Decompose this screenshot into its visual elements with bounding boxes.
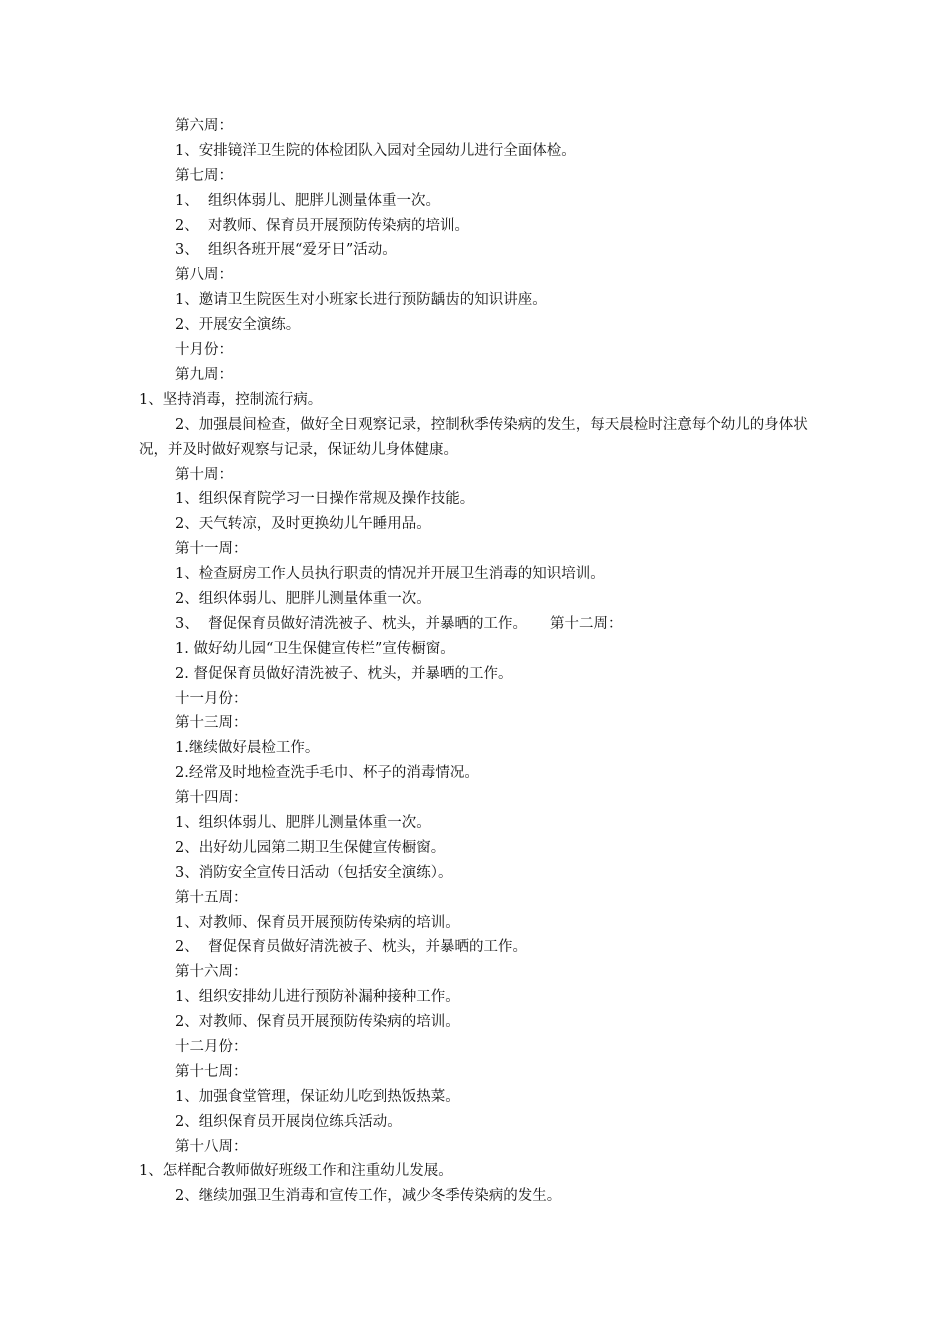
text-line: 十二月份： <box>175 1038 248 1055</box>
text-line: 1、安排镜洋卫生院的体检团队入园对全园幼儿进行全面体检。 <box>175 142 576 159</box>
text-line: 2、组织体弱儿、肥胖儿测量体重一次。 <box>175 590 431 607</box>
text-line: 2、组织保育员开展岗位练兵活动。 <box>175 1113 402 1130</box>
text-line: 十月份： <box>175 342 233 359</box>
text-line: 第十三周： <box>175 715 248 732</box>
text-line: 2、开展安全演练。 <box>175 317 301 334</box>
document-body <box>139 114 819 1209</box>
text-line: 第七周： <box>175 167 233 184</box>
text-line: 第六周： <box>175 118 233 134</box>
text-line: 2、天气转凉，及时更换幼儿午睡用品。 <box>175 516 431 533</box>
text-line: 1、检查厨房工作人员执行职责的情况并开展卫生消毒的知识培训。 <box>175 566 605 583</box>
text-line: 3、 督促保育员做好清洗被子、枕头，并暴晒的工作。 第十二周： <box>175 615 623 632</box>
text-line: 2、加强晨间检查，做好全日观察记录，控制秋季传染病的发生，每天晨检时注意每个幼儿的身体状况，并及时做好观察与记录，保证幼儿身体健康。 <box>139 416 808 458</box>
text-line: 3、消防安全宣传日活动（包括安全演练）。 <box>175 864 453 881</box>
text-line: 1. 做好幼儿园“卫生保健宣传栏”宣传橱窗。 <box>175 640 455 657</box>
text-line: 1、组织保育院学习一日操作常规及操作技能。 <box>175 491 475 508</box>
text-line: 第十六周： <box>175 964 248 981</box>
text-line: 3、 组织各班开展“爱牙日”活动。 <box>175 242 397 259</box>
text-line: 2. 督促保育员做好清洗被子、枕头，并暴晒的工作。 <box>175 665 513 682</box>
text-line: 2、出好幼儿园第二期卫生保健宣传橱窗。 <box>175 839 446 856</box>
text-line: 2、对教师、保育员开展预防传染病的培训。 <box>175 1014 460 1031</box>
text-line: 1、邀请卫生院医生对小班家长进行预防龋齿的知识讲座。 <box>175 292 547 309</box>
text-line: 1、 组织体弱儿、肥胖儿测量体重一次。 <box>175 192 440 209</box>
text-line: 2、 督促保育员做好清洗被子、枕头，并暴晒的工作。 <box>175 939 527 956</box>
text-line: 第十周： <box>175 466 233 483</box>
text-line: 2、继续加强卫生消毒和宣传工作，减少冬季传染病的发生。 <box>175 1188 562 1205</box>
text-line: 1、加强食堂管理，保证幼儿吃到热饭热菜。 <box>175 1088 460 1105</box>
text-line: 第十一周： <box>175 541 248 558</box>
text-line: 第十四周： <box>175 790 248 807</box>
text-line: 2.经常及时地检查洗手毛巾、杯子的消毒情况。 <box>175 765 479 782</box>
text-line: 1、坚持消毒，控制流行病。 <box>139 391 323 408</box>
text-line: 2、 对教师、保育员开展预防传染病的培训。 <box>175 217 469 234</box>
text-line: 1、怎样配合教师做好班级工作和注重幼儿发展。 <box>139 1163 453 1180</box>
text-line: 第八周： <box>175 267 233 284</box>
text-line: 第十五周： <box>175 889 248 906</box>
text-line: 1、组织体弱儿、肥胖儿测量体重一次。 <box>175 814 431 831</box>
text-line: 第九周： <box>175 366 233 383</box>
text-line: 第十八周： <box>175 1138 248 1155</box>
text-line: 1、组织安排幼儿进行预防补漏种接种工作。 <box>175 989 460 1006</box>
text-line: 第十七周： <box>175 1063 248 1080</box>
text-line: 1、对教师、保育员开展预防传染病的培训。 <box>175 914 460 931</box>
text-line: 十一月份： <box>175 690 248 707</box>
text-line: 1.继续做好晨检工作。 <box>175 740 320 757</box>
